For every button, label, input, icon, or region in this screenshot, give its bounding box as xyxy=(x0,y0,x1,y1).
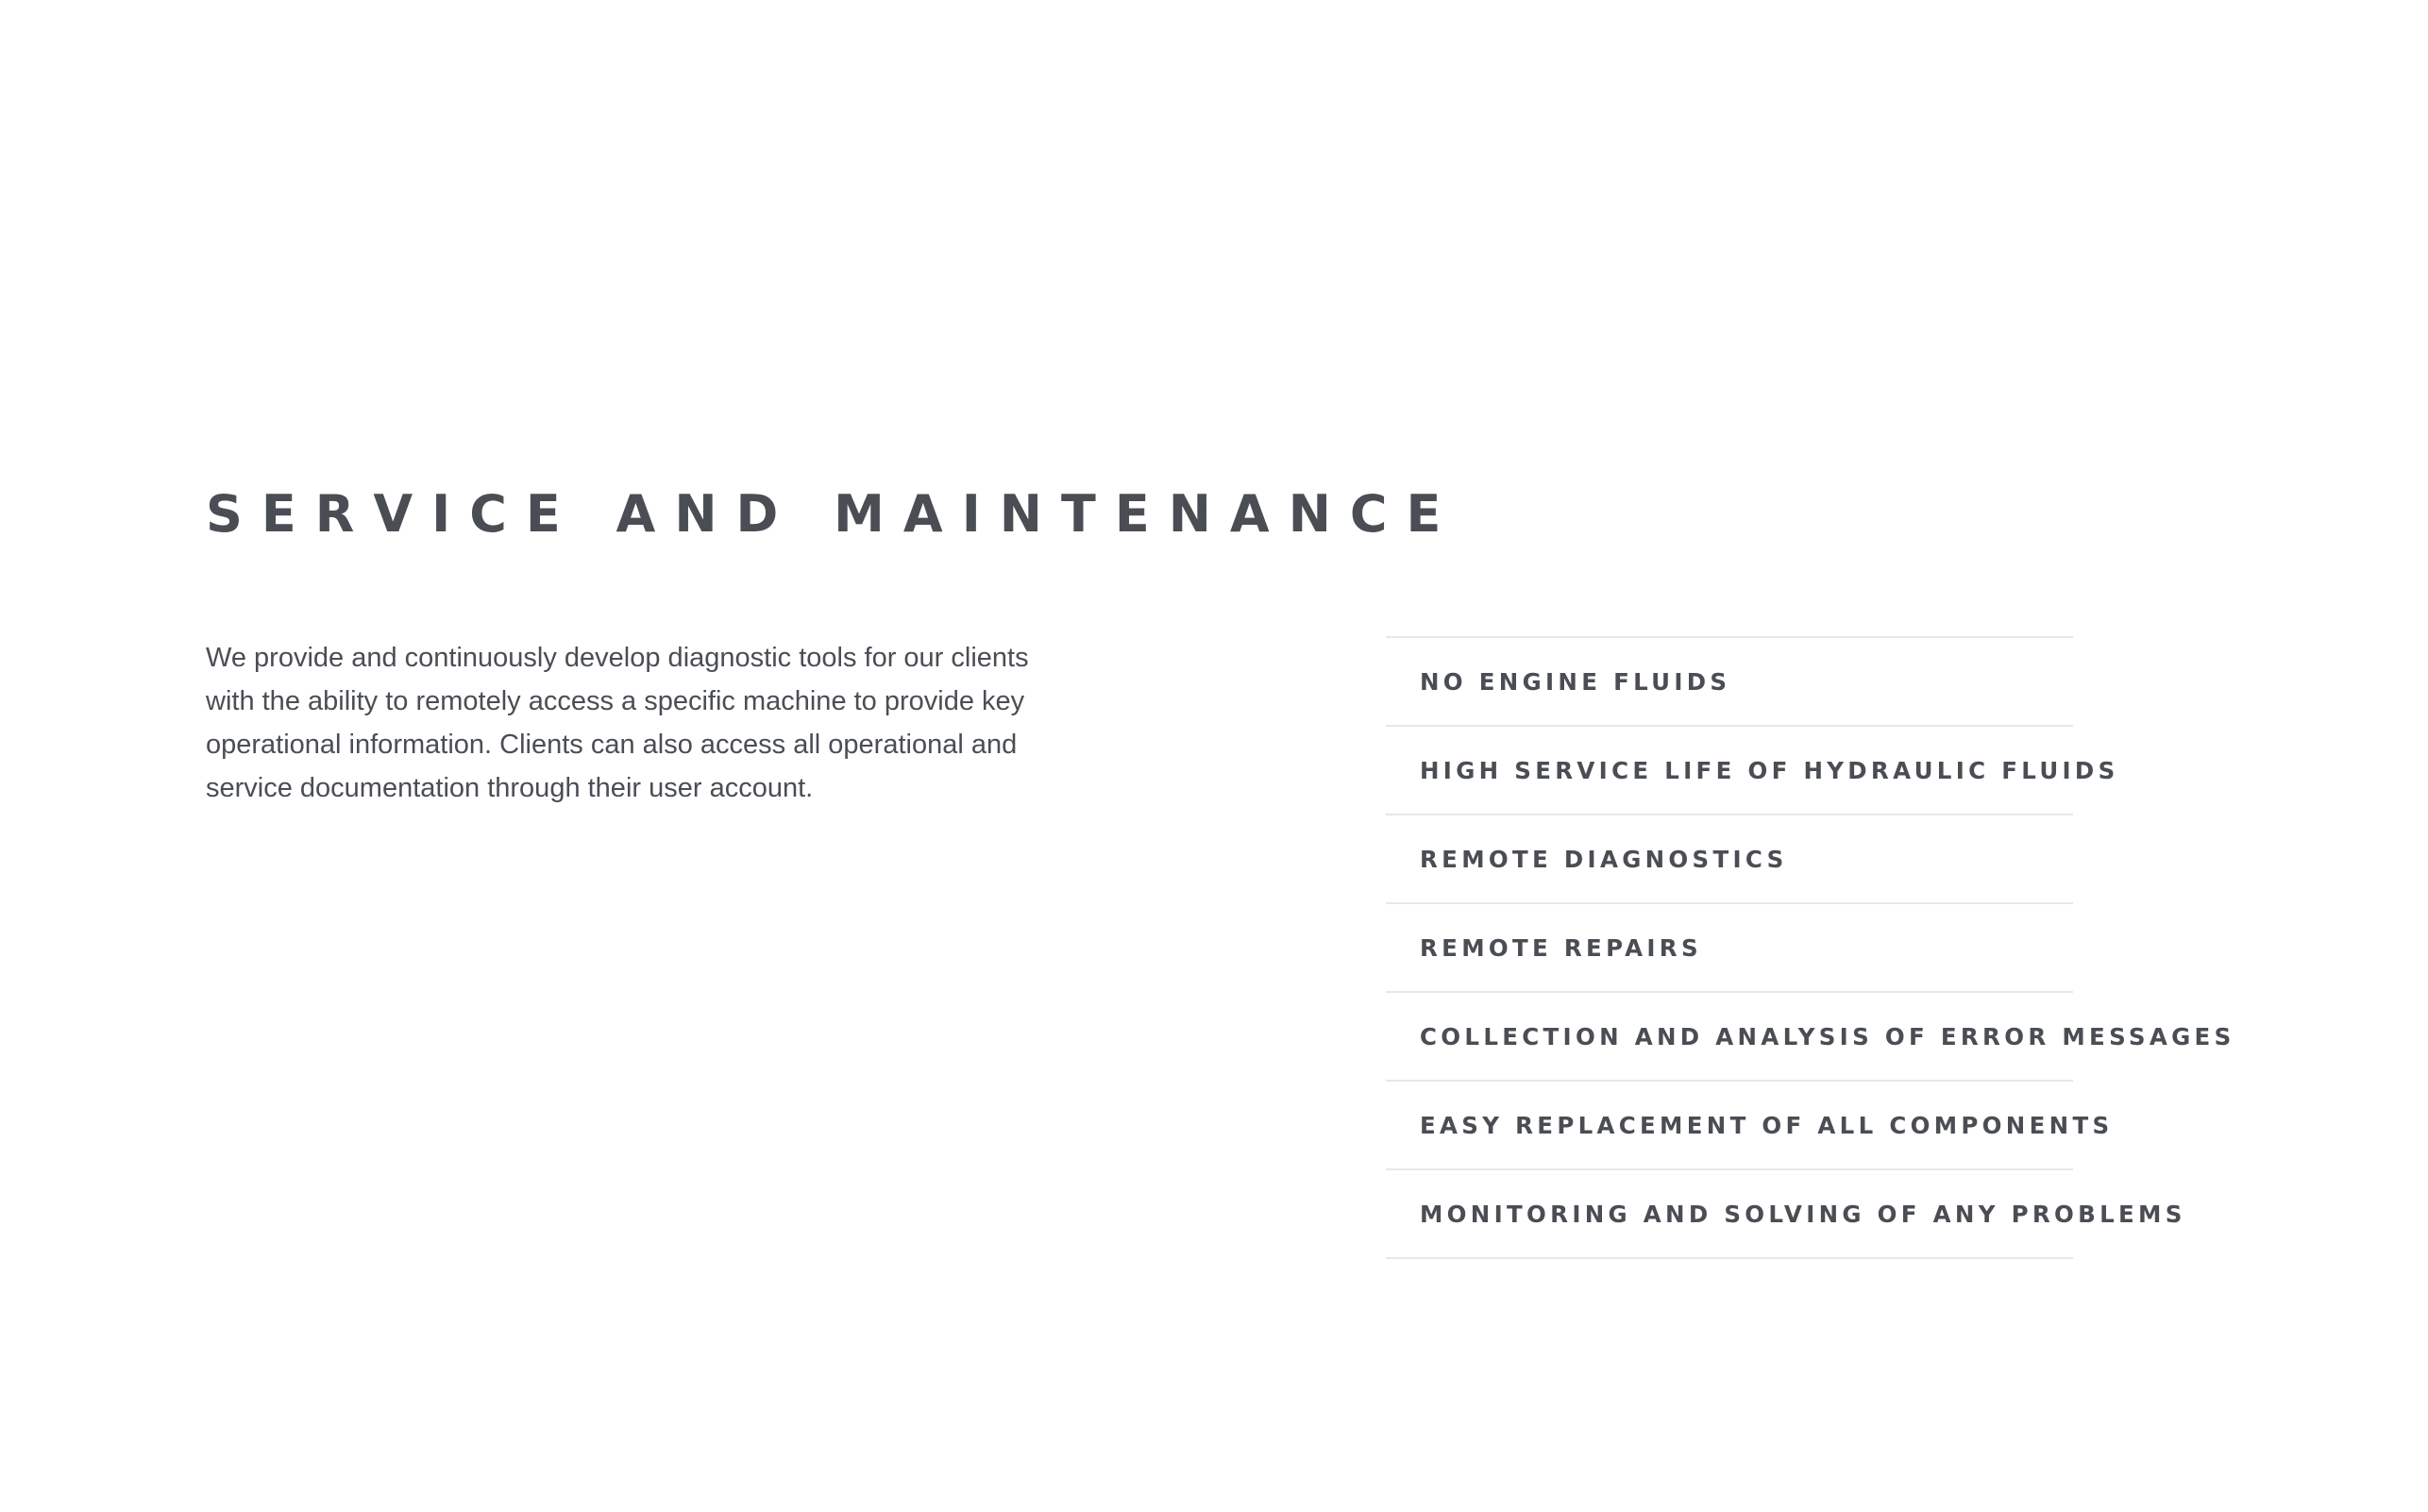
feature-item xyxy=(1386,727,2119,815)
feature-label-error-messages: COLLECTION AND ANALYSIS OF ERROR MESSAGES xyxy=(1420,1022,2235,1050)
feature-item xyxy=(1386,638,2073,727)
feature-item xyxy=(1386,815,2073,904)
section-intro-text: We provide and continuously develop diagnostic tools for our clients with the ability to remotely access a specific machine to provide key operational information. Clients can also access all operational and service documentation through their user account. xyxy=(206,643,1029,803)
feature-label-easy-replacement: EASY REPLACEMENT OF ALL COMPONENTS xyxy=(1420,1111,2114,1139)
feature-list xyxy=(1386,636,2235,1259)
section-title: SERVICE AND MAINTENANCE xyxy=(206,484,1460,544)
feature-item xyxy=(1386,1082,2114,1170)
feature-label-hydraulic-fluids: HIGH SERVICE LIFE OF HYDRAULIC FLUIDS xyxy=(1420,756,2119,784)
feature-label-no-engine-fluids: NO ENGINE FLUIDS xyxy=(1420,667,1731,696)
feature-item xyxy=(1386,1170,2186,1259)
feature-item xyxy=(1386,993,2235,1082)
feature-label-monitoring: MONITORING AND SOLVING OF ANY PROBLEMS xyxy=(1420,1200,2186,1228)
feature-label-remote-repairs: REMOTE REPAIRS xyxy=(1420,933,1702,962)
feature-item xyxy=(1386,904,2073,993)
feature-label-remote-diagnostics: REMOTE DIAGNOSTICS xyxy=(1420,845,1788,873)
